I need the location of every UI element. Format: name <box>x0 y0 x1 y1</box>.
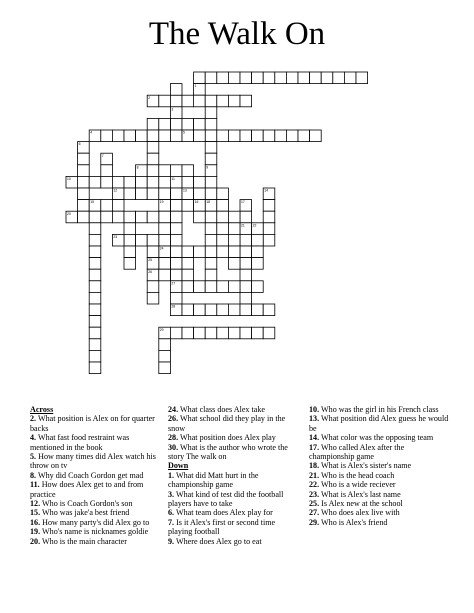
grid-cell[interactable] <box>263 72 275 84</box>
grid-cell[interactable] <box>205 258 217 270</box>
grid-cell[interactable] <box>170 200 182 212</box>
clue-down: 14. What color was the opposing team <box>309 433 434 443</box>
grid-cell[interactable] <box>182 165 194 177</box>
grid-cell[interactable] <box>170 258 182 270</box>
grid-cell[interactable] <box>182 118 194 130</box>
grid-cell[interactable] <box>228 234 240 246</box>
grid-cell[interactable] <box>275 72 287 84</box>
grid-cell[interactable] <box>240 304 252 316</box>
grid-cell[interactable] <box>170 234 182 246</box>
across-heading: Across <box>30 405 54 414</box>
grid-cell[interactable] <box>228 281 240 293</box>
grid-cell[interactable] <box>124 223 136 235</box>
grid-cell[interactable] <box>205 211 217 223</box>
cell-number: 1 <box>194 84 197 89</box>
grid-cell[interactable] <box>147 234 159 246</box>
grid-cell[interactable] <box>78 165 90 177</box>
grid-cell[interactable] <box>240 234 252 246</box>
cell-number: 22 <box>252 223 257 228</box>
grid-cell[interactable] <box>217 327 229 339</box>
grid-cell[interactable] <box>333 72 345 84</box>
grid-cell[interactable] <box>217 95 229 107</box>
grid-cell[interactable] <box>252 281 264 293</box>
grid-cell[interactable] <box>136 130 148 142</box>
cell-number: 2 <box>148 95 151 100</box>
grid-cell[interactable] <box>228 72 240 84</box>
grid-cell[interactable] <box>124 234 136 246</box>
cell-number: 4 <box>90 130 93 135</box>
grid-cell[interactable] <box>228 95 240 107</box>
grid-cell[interactable] <box>89 281 101 293</box>
grid-cell[interactable] <box>170 211 182 223</box>
clue-across: 20. Who is the main character <box>30 536 127 546</box>
grid-cell[interactable] <box>240 281 252 293</box>
grid-cell[interactable] <box>263 234 275 246</box>
grid-cell[interactable] <box>78 211 90 223</box>
grid-cell[interactable] <box>205 118 217 130</box>
grid-cell[interactable] <box>205 95 217 107</box>
grid-cell[interactable] <box>182 95 194 107</box>
grid-cell[interactable] <box>170 188 182 200</box>
grid-cell[interactable] <box>310 72 322 84</box>
grid-cell[interactable] <box>159 118 171 130</box>
grid-cell[interactable] <box>136 211 148 223</box>
grid-cell[interactable] <box>286 72 298 84</box>
grid-cell[interactable] <box>89 269 101 281</box>
grid-cell[interactable] <box>124 188 136 200</box>
grid-cell[interactable] <box>182 327 194 339</box>
grid-cell[interactable] <box>159 339 171 351</box>
grid-cell[interactable] <box>252 258 264 270</box>
grid-cell[interactable] <box>101 176 113 188</box>
cell-number: 6 <box>78 142 81 147</box>
grid-cell[interactable] <box>101 165 113 177</box>
grid-cell[interactable] <box>205 188 217 200</box>
grid-cell[interactable] <box>263 200 275 212</box>
grid-cell[interactable] <box>78 176 90 188</box>
grid-cell[interactable] <box>124 258 136 270</box>
grid-cell[interactable] <box>124 211 136 223</box>
clue-across: 15. Who was jake'a best friend <box>30 508 130 518</box>
grid-cell[interactable] <box>159 95 171 107</box>
grid-cell[interactable] <box>228 258 240 270</box>
clue-down: 25. Is Alex new at the school <box>309 499 403 509</box>
clue-across: 19. Who's name is nicknames goldie <box>30 527 149 537</box>
grid-cell[interactable] <box>310 130 322 142</box>
cell-number: 21 <box>241 223 245 228</box>
grid-cell[interactable] <box>159 165 171 177</box>
grid-cell[interactable] <box>147 188 159 200</box>
grid-cell[interactable] <box>228 246 240 258</box>
grid-cell[interactable] <box>205 234 217 246</box>
grid-cell[interactable] <box>194 281 206 293</box>
grid-cell[interactable] <box>170 84 182 96</box>
grid-cell[interactable] <box>147 292 159 304</box>
grid-cell[interactable] <box>147 211 159 223</box>
grid-cell[interactable] <box>194 176 206 188</box>
grid-cell[interactable] <box>263 130 275 142</box>
grid-cell[interactable] <box>205 153 217 165</box>
clue-across: 16. How many party's did Alex go to <box>30 517 150 527</box>
grid-cell[interactable] <box>182 200 194 212</box>
cell-number: 27 <box>171 281 176 286</box>
grid-cell[interactable] <box>170 246 182 258</box>
grid-cell[interactable] <box>159 188 171 200</box>
grid-cell[interactable] <box>240 95 252 107</box>
grid-cell[interactable] <box>101 130 113 142</box>
clue-across: 30. What is the author who wrote the story The walk on <box>168 442 288 462</box>
cell-number: 29 <box>159 327 164 332</box>
grid-cell[interactable] <box>159 234 171 246</box>
clue-down: 7. Is it Alex's first or second time playing football <box>168 517 276 537</box>
grid-cell[interactable] <box>356 72 368 84</box>
grid-cell[interactable] <box>205 281 217 293</box>
grid-cell[interactable] <box>170 223 182 235</box>
grid-cell[interactable] <box>89 327 101 339</box>
grid-cell[interactable] <box>112 130 124 142</box>
grid-cell[interactable] <box>263 304 275 316</box>
grid-cell[interactable] <box>194 95 206 107</box>
grid-cell[interactable] <box>89 234 101 246</box>
grid-cell[interactable] <box>240 211 252 223</box>
grid-cell[interactable] <box>240 327 252 339</box>
grid-cell[interactable] <box>217 234 229 246</box>
grid-cell[interactable] <box>263 327 275 339</box>
cell-number: 25 <box>148 258 152 263</box>
clue-down: 10. Who was the girl in his French class <box>309 405 439 414</box>
grid-cell[interactable] <box>89 176 101 188</box>
cell-number: 9 <box>206 165 209 170</box>
cell-number: 12 <box>113 188 118 193</box>
grid-cell[interactable] <box>194 246 206 258</box>
clue-down: 6. What team does Alex play for <box>168 508 273 518</box>
grid-cell[interactable] <box>89 304 101 316</box>
grid-cell[interactable] <box>89 246 101 258</box>
grid-cell[interactable] <box>205 269 217 281</box>
grid-cell[interactable] <box>252 234 264 246</box>
grid-cell[interactable] <box>205 176 217 188</box>
cell-number: 28 <box>171 304 176 309</box>
grid-cell[interactable] <box>182 304 194 316</box>
clue-down: 1. What did Matt hurt in the championship game <box>168 470 259 490</box>
page-title: The Walk On <box>148 16 326 52</box>
grid-cell[interactable] <box>159 269 171 281</box>
grid-cell[interactable] <box>89 258 101 270</box>
grid-cell[interactable] <box>252 130 264 142</box>
grid-cell[interactable] <box>240 258 252 270</box>
cell-number: 16 <box>194 200 199 205</box>
cell-number: 20 <box>67 211 71 216</box>
grid-cell[interactable] <box>205 107 217 119</box>
clue-column-1 <box>30 405 162 546</box>
cell-number: 14 <box>264 188 268 193</box>
grid-cell[interactable] <box>170 95 182 107</box>
clue-down: 27. Who does alex live with <box>309 508 400 518</box>
grid-cell[interactable] <box>344 72 356 84</box>
grid-cell[interactable] <box>205 130 217 142</box>
clue-down: 13. What position did Alex guess he would be <box>309 414 449 433</box>
grid-cell[interactable] <box>263 223 275 235</box>
grid-cell[interactable] <box>263 211 275 223</box>
cell-number: 13 <box>183 188 187 193</box>
grid-cell[interactable] <box>124 246 136 258</box>
grid-cell[interactable] <box>101 200 113 212</box>
grid-cell[interactable] <box>194 118 206 130</box>
clue-down: 29. Who is Alex's friend <box>309 517 388 527</box>
clue-across: 12. Who is Coach Gordon's son <box>30 499 133 509</box>
clue-across: 28. What position does Alex play <box>168 433 276 443</box>
grid-cell[interactable] <box>170 269 182 281</box>
grid-cell[interactable] <box>252 327 264 339</box>
grid-cell[interactable] <box>182 176 194 188</box>
clue-across: 11. How does Alex get to and from practice <box>30 480 144 499</box>
clue-down: 23. What is Alex's last name <box>309 489 401 499</box>
grid-cell[interactable] <box>147 130 159 142</box>
grid-cell[interactable] <box>217 281 229 293</box>
clue-down: 9. Where does Alex go to eat <box>168 536 262 546</box>
down-heading: Down <box>168 461 189 471</box>
grid-cell[interactable] <box>205 223 217 235</box>
grid-cell[interactable] <box>217 130 229 142</box>
grid-cell[interactable] <box>89 316 101 328</box>
grid-cell[interactable] <box>170 292 182 304</box>
clue-across: 4. What fast food restraint was mentioned in the book <box>30 433 130 452</box>
grid-cell[interactable] <box>228 304 240 316</box>
grid-cell[interactable] <box>240 72 252 84</box>
grid-cell[interactable] <box>147 118 159 130</box>
grid-cell[interactable] <box>252 304 264 316</box>
grid-cell[interactable] <box>321 72 333 84</box>
grid-cell[interactable] <box>194 188 206 200</box>
grid-cell[interactable] <box>78 200 90 212</box>
grid-cell[interactable] <box>89 211 101 223</box>
grid-cell[interactable] <box>298 72 310 84</box>
grid-cell[interactable] <box>182 281 194 293</box>
grid-cell[interactable] <box>101 211 113 223</box>
grid-cell[interactable] <box>286 130 298 142</box>
grid-cell[interactable] <box>147 153 159 165</box>
grid-cell[interactable] <box>205 304 217 316</box>
grid-cell[interactable] <box>159 211 171 223</box>
grid-cell[interactable] <box>194 327 206 339</box>
grid-cell[interactable] <box>170 327 182 339</box>
cell-number: 15 <box>90 200 94 205</box>
grid-cell[interactable] <box>194 72 206 84</box>
grid-cell[interactable] <box>78 188 90 200</box>
clue-down: 3. What kind of test did the football players have to take <box>168 489 284 509</box>
grid-cell[interactable] <box>159 176 171 188</box>
clue-across: 5. How many times did Alex watch his throw on tv <box>30 452 156 471</box>
cell-number: 10 <box>67 177 71 181</box>
grid-cell[interactable] <box>159 258 171 270</box>
grid-cell[interactable] <box>89 292 101 304</box>
grid-cell[interactable] <box>159 223 171 235</box>
grid-cell[interactable] <box>194 211 206 223</box>
grid-cell[interactable] <box>240 269 252 281</box>
cell-number: 18 <box>206 200 210 205</box>
grid-cell[interactable] <box>147 281 159 293</box>
grid-cell[interactable] <box>217 188 229 200</box>
grid-cell[interactable] <box>147 176 159 188</box>
grid-cell[interactable] <box>147 142 159 154</box>
grid-cell[interactable] <box>182 258 194 270</box>
grid-cell[interactable] <box>217 211 229 223</box>
grid-cell[interactable] <box>89 362 101 374</box>
grid-cell[interactable] <box>217 223 229 235</box>
cell-number: 8 <box>136 165 139 170</box>
clue-across: 24. What class does Alex take <box>168 405 265 414</box>
clue-down: 18. What is Alex's sister's name <box>309 461 412 471</box>
grid-cell[interactable] <box>228 130 240 142</box>
grid-cell[interactable] <box>194 130 206 142</box>
grid-cell[interactable] <box>124 130 136 142</box>
grid-cell[interactable] <box>170 118 182 130</box>
grid-cell[interactable] <box>159 130 171 142</box>
grid-cell[interactable] <box>89 350 101 362</box>
grid-cell[interactable] <box>182 246 194 258</box>
grid-cell[interactable] <box>159 362 171 374</box>
grid-cell[interactable] <box>89 339 101 351</box>
grid-cell[interactable] <box>136 188 148 200</box>
cell-number: 11 <box>171 177 175 181</box>
cell-number: 7 <box>101 153 104 158</box>
grid-cell[interactable] <box>170 130 182 142</box>
cell-number: 19 <box>159 200 164 205</box>
grid-cell[interactable] <box>147 246 159 258</box>
grid-cell[interactable] <box>205 72 217 84</box>
grid-cell[interactable] <box>112 211 124 223</box>
grid-cell[interactable] <box>112 200 124 212</box>
grid-cell[interactable] <box>240 246 252 258</box>
clue-down: 21. Who is the head coach <box>309 470 395 480</box>
grid-cell[interactable] <box>170 165 182 177</box>
grid-cell[interactable] <box>136 234 148 246</box>
grid-cell[interactable] <box>228 211 240 223</box>
cell-number: 3 <box>171 107 174 112</box>
clue-across: 8. Why did Coach Gordon get mad <box>30 470 144 480</box>
grid-cell[interactable] <box>217 72 229 84</box>
grid-cell[interactable] <box>228 327 240 339</box>
grid-cell[interactable] <box>217 246 229 258</box>
clue-column-2 <box>168 405 300 546</box>
clue-down: 22. Who is a wide reciever <box>309 480 396 490</box>
cell-number: 5 <box>183 130 185 135</box>
cell-number: 17 <box>241 200 245 205</box>
clue-across: 26. What school did they play in the snow <box>168 414 286 433</box>
grid-cell[interactable] <box>252 72 264 84</box>
grid-cell[interactable] <box>240 130 252 142</box>
grid-cell[interactable] <box>89 223 101 235</box>
grid-cell[interactable] <box>205 246 217 258</box>
grid-cell[interactable] <box>275 130 287 142</box>
grid-cell[interactable] <box>124 176 136 188</box>
grid-cell[interactable] <box>194 304 206 316</box>
grid-cell[interactable] <box>217 200 229 212</box>
clue-across: 2. What position is Alex on for quarter backs <box>30 414 155 433</box>
grid-cell[interactable] <box>298 130 310 142</box>
grid-cell[interactable] <box>228 223 240 235</box>
grid-cell[interactable] <box>240 292 252 304</box>
grid-cell[interactable] <box>136 176 148 188</box>
cell-number: 23 <box>113 235 118 239</box>
grid-cell[interactable] <box>217 304 229 316</box>
cell-number: 26 <box>148 269 152 274</box>
clue-down: 17. Who called Alex after the championship game <box>309 442 405 462</box>
grid-cell[interactable] <box>182 269 194 281</box>
grid-cell[interactable] <box>147 165 159 177</box>
cell-number: 24 <box>159 246 164 251</box>
grid-cell[interactable] <box>205 327 217 339</box>
grid-cell[interactable] <box>252 246 264 258</box>
grid-cell[interactable] <box>78 153 90 165</box>
grid-cell[interactable] <box>159 350 171 362</box>
grid-cell[interactable] <box>205 142 217 154</box>
clue-column-3 <box>309 405 449 527</box>
grid-cell[interactable] <box>112 176 124 188</box>
